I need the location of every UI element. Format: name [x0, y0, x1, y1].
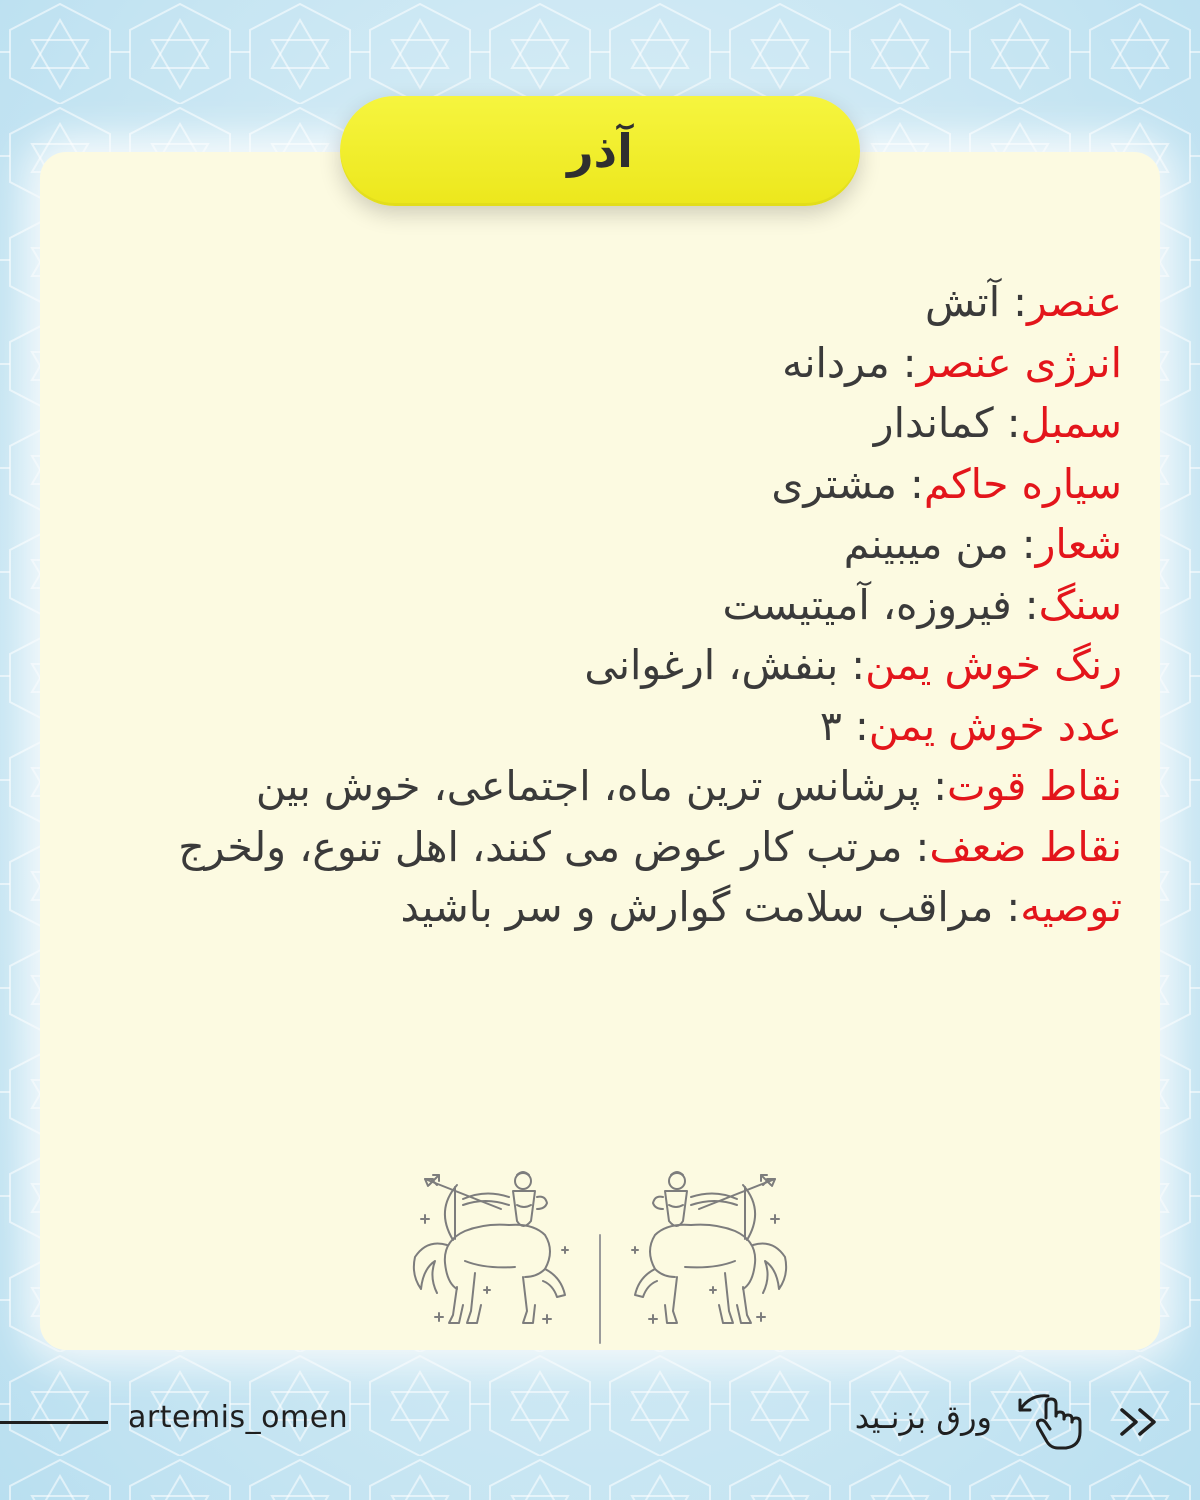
info-key: سنگ [1038, 580, 1122, 629]
info-row-stone [62, 575, 1122, 636]
info-value: من میبینم [843, 520, 1009, 568]
info-list [62, 272, 1122, 938]
info-value: مراقب سلامت گوارش و سر باشید [400, 883, 994, 931]
title-pill [340, 96, 860, 206]
info-value: بنفش، ارغوانی [584, 641, 839, 689]
info-row-symbol [62, 393, 1122, 454]
info-separator: : [1006, 883, 1021, 931]
info-value: مشتری [771, 459, 897, 508]
info-key: عنصر [1026, 278, 1122, 326]
info-key: رنگ خوش یمن [865, 641, 1122, 689]
double-chevron-right-icon[interactable] [1116, 1404, 1164, 1440]
info-separator: : [909, 459, 924, 508]
info-separator: : [851, 641, 866, 689]
info-value: پرشانس ترین ماه، اجتماعی، خوش بین [255, 762, 921, 810]
info-value: کماندار [873, 399, 994, 447]
info-key: سمبل [1020, 399, 1122, 447]
info-value: مرتب کار عوض می کنند، اهل تنوع، ولخرج [178, 822, 903, 871]
info-separator: : [915, 822, 930, 871]
info-key: نقاط قوت [947, 762, 1122, 810]
info-row-weaknesses [62, 817, 1122, 878]
info-row-lucky-color [62, 635, 1122, 696]
info-key: شعار [1035, 520, 1122, 568]
info-row-element-energy [62, 333, 1122, 394]
footer-divider-line [0, 1421, 108, 1424]
info-value: مردانه [782, 338, 890, 387]
info-value: آتش [925, 278, 1001, 326]
info-separator: : [854, 701, 869, 750]
info-key: عدد خوش یمن [868, 701, 1122, 750]
info-value: ۳ [819, 701, 842, 750]
info-separator: : [933, 762, 948, 810]
swipe-hand-icon[interactable] [1016, 1388, 1088, 1452]
page-title: آذر [567, 124, 633, 178]
sagittarius-centaur-icon [405, 1165, 795, 1345]
info-key: انرژی عنصر [916, 338, 1122, 387]
account-handle: artemis_omen [128, 1400, 349, 1435]
info-row-advice [62, 877, 1122, 938]
info-key: توصیه [1020, 883, 1122, 931]
info-row-lucky-number [62, 696, 1122, 757]
info-value: فیروزه، آمیتیست [722, 580, 1012, 629]
info-row-motto [62, 514, 1122, 575]
swipe-label: ورق بزنـید [854, 1398, 992, 1436]
info-separator: : [1024, 580, 1039, 629]
info-row-ruling-planet [62, 454, 1122, 515]
info-key: نقاط ضعف [929, 822, 1122, 871]
info-separator: : [1021, 520, 1036, 568]
info-row-strengths [62, 756, 1122, 817]
info-separator: : [1006, 399, 1021, 447]
info-separator: : [1013, 278, 1027, 326]
info-row-element [62, 272, 1122, 333]
info-separator: : [902, 338, 917, 387]
info-key: سیاره حاکم [923, 459, 1122, 508]
